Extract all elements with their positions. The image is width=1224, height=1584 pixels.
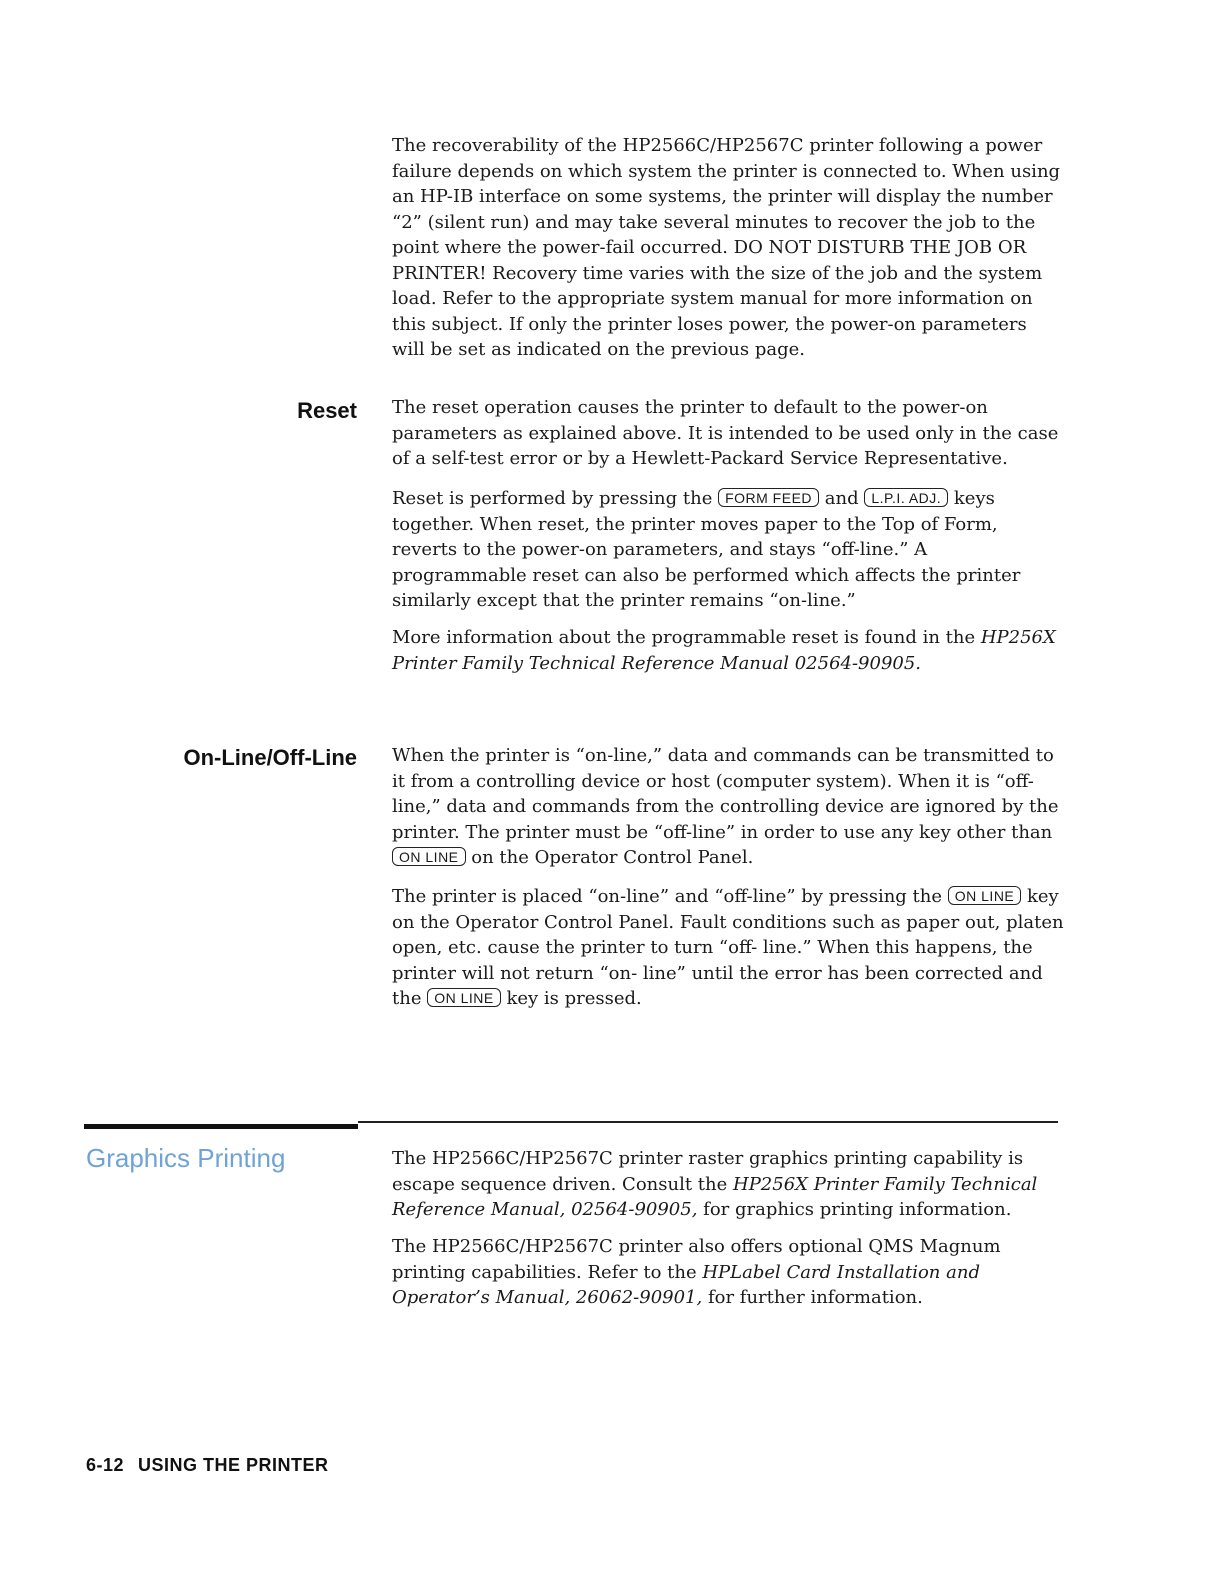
on-line-key: ON LINE [427, 988, 501, 1007]
graphics-printing-heading: Graphics Printing [86, 1143, 286, 1173]
graphics-paragraph-2: The HP2566C/HP2567C printer also offers optional QMS Magnum printing capabilities. Refer to the HPLabel Card Installation and Operator’s Manual, 26062-90901, for further information. [392, 1236, 1001, 1308]
on-line-key: ON LINE [392, 847, 466, 866]
reset-heading: Reset [297, 398, 357, 423]
section-divider-thick [84, 1124, 358, 1129]
reference-manual-title: HP256X Printer Family Technical Reference Manual 02564-90905. [392, 627, 1056, 674]
online-paragraph-2: The printer is placed “on-line” and “off-line” by pressing the ON LINE key on the Operator Control Panel. Fault conditions such as paper out, platen open, etc. cause the printer to turn “off- line.” When this happens, the printer will not return “on- line” until the error has been corrected and the ON LINE key is pressed. [392, 886, 1064, 1009]
online-paragraph-1: When the printer is “on-line,” data and commands can be transmitted to it from a controlling device or host (computer system). When it is “off-line,” data and commands from the controlling device are ignored by the printer. The printer must be “off-line” in order to use any key other than ON LINE on the Operator Control Panel. [392, 745, 1059, 868]
reference-manual-title: HP256X Printer Family Technical Reference Manual, 02564-90905, [392, 1173, 1038, 1220]
intro-paragraph: The recoverability of the HP2566C/HP2567C printer following a power failure depends on which system the printer is connected to. When using an HP-IB interface on some systems, the printer will display the number “2” (silent run) and may take several minutes to recover the job to the point where the power-fail occurred. DO NOT DISTURB THE JOB OR PRINTER! Recovery time varies with the size of the job and the system load. Refer to the appropriate system manual for more information on this subject. If only the printer loses power, the power-on parameters will be set as indicated on the previous page. [392, 135, 1061, 360]
page-footer [86, 1455, 329, 1476]
section-divider-thin [358, 1121, 1058, 1123]
lpi-adj-key: L.P.I. ADJ. [864, 488, 948, 507]
reset-paragraph-1: The reset operation causes the printer to default to the power-on parameters as explained above. It is intended to be used only in the case of a self-test error or by a Hewlett-Packard Service Representative. [392, 397, 1059, 469]
graphics-paragraph-1: The HP2566C/HP2567C printer raster graphics printing capability is escape sequence driven. Consult the HP256X Printer Family Technical Reference Manual, 02564-90905, for graphics printing information. [392, 1148, 1038, 1220]
on-line-key: ON LINE [948, 886, 1022, 905]
reset-paragraph-3: More information about the programmable reset is found in the HP256X Printer Family Technical Reference Manual 02564-90905. [392, 627, 1056, 674]
reset-paragraph-2: Reset is performed by pressing the FORM FEED and L.P.I. ADJ. keys together. When reset, the printer moves paper to the Top of Form, reverts to the power-on parameters, and stays “off-line.” A programmable reset can also be performed which affects the printer similarly except that the printer remains “on-line.” [392, 488, 1021, 611]
online-offline-heading: On-Line/Off-Line [183, 745, 357, 770]
hplabel-manual-title: HPLabel Card Installation and Operator’s Manual, 26062-90901, [392, 1261, 980, 1308]
page-number: 6-12 [86, 1455, 125, 1475]
form-feed-key: FORM FEED [718, 488, 819, 507]
footer-section-title: USING THE PRINTER [138, 1455, 329, 1475]
